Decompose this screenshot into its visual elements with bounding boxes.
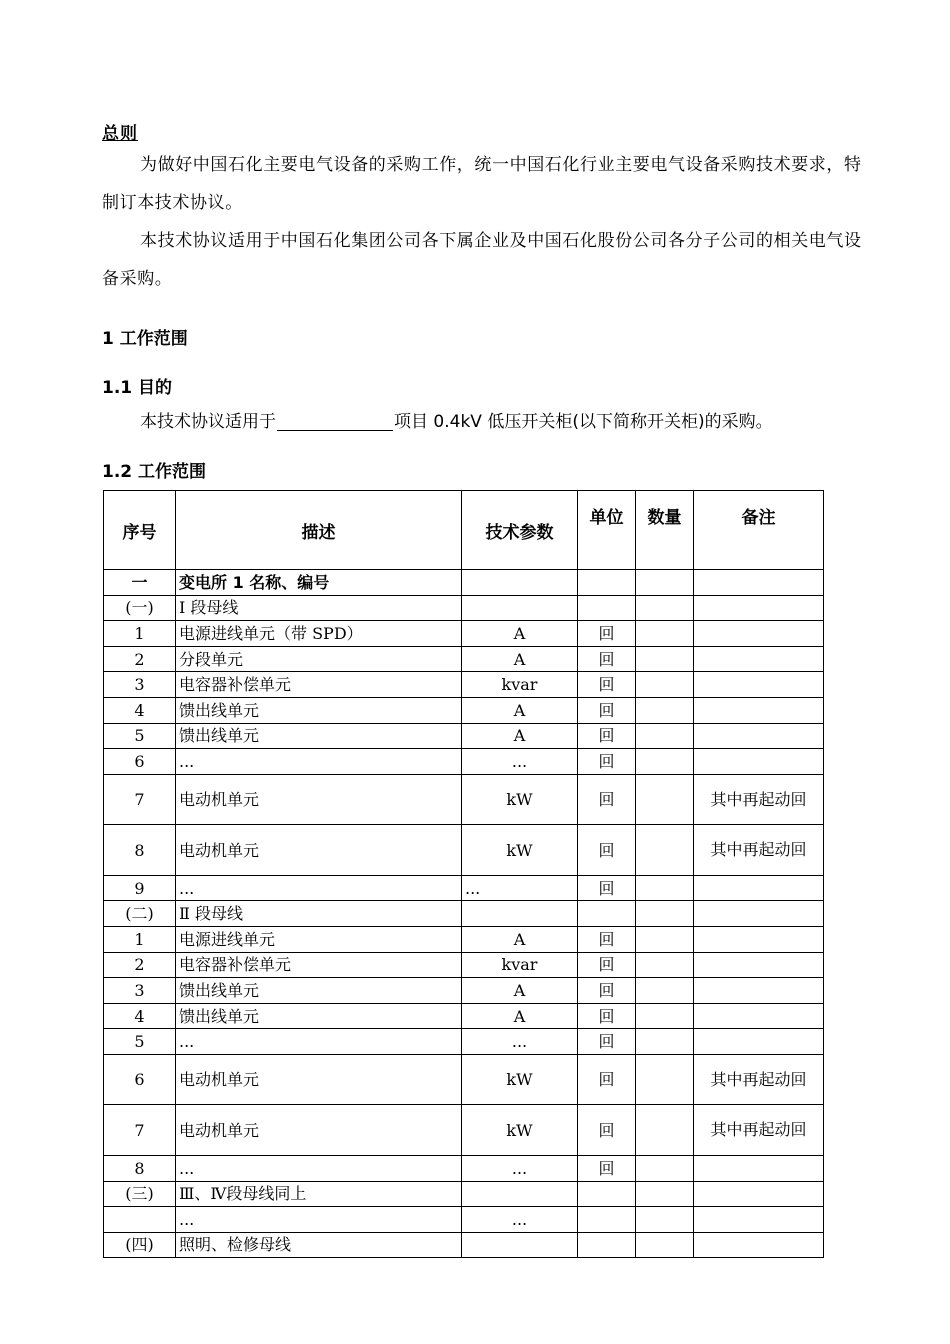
project-name-blank[interactable]: [277, 413, 393, 431]
cell-tech-param: ...: [462, 1029, 578, 1055]
table-header-row: [104, 491, 824, 570]
cell-tech-param: [462, 1181, 578, 1207]
cell-unit: [578, 1207, 636, 1233]
cell-tech-param: [462, 570, 578, 596]
cell-unit: 回: [578, 825, 636, 876]
cell-description: 电源进线单元: [176, 926, 462, 952]
purpose-sentence: [140, 407, 773, 432]
cell-description: ...: [176, 749, 462, 775]
cell-remark: [694, 926, 824, 952]
table-row: [104, 774, 824, 825]
table-row: [104, 621, 824, 647]
purpose-text-after: 项目 0.4kV 低压开关柜(以下简称开关柜)的采购。: [394, 412, 773, 432]
cell-quantity: [636, 1105, 694, 1156]
cell-no: 5: [104, 723, 176, 749]
table-row: [104, 952, 824, 978]
cell-description: 照明、检修母线: [176, 1232, 462, 1258]
cell-remark: [694, 595, 824, 621]
cell-unit: 回: [578, 1105, 636, 1156]
cell-description: Ⅲ、Ⅳ段母线同上: [176, 1181, 462, 1207]
cell-remark: [694, 570, 824, 596]
cell-unit: [578, 1232, 636, 1258]
cell-description: 电动机单元: [176, 1105, 462, 1156]
cell-quantity: [636, 1155, 694, 1181]
table-row: [104, 1232, 824, 1258]
cell-description: ...: [176, 1155, 462, 1181]
cell-quantity: [636, 1181, 694, 1207]
cell-description: 电容器补偿单元: [176, 952, 462, 978]
cell-unit: 回: [578, 952, 636, 978]
cell-unit: 回: [578, 697, 636, 723]
cell-quantity: [636, 1232, 694, 1258]
cell-quantity: [636, 926, 694, 952]
cell-tech-param: kvar: [462, 952, 578, 978]
section-1-1-heading: 1.1 目的: [102, 378, 173, 398]
table-row: [104, 1105, 824, 1156]
table-row: [104, 978, 824, 1004]
cell-no: 2: [104, 952, 176, 978]
cell-tech-param: A: [462, 621, 578, 647]
cell-no: 7: [104, 1105, 176, 1156]
cell-description: 电源进线单元（带 SPD）: [176, 621, 462, 647]
cell-remark: [694, 978, 824, 1004]
cell-no: 6: [104, 1054, 176, 1105]
cell-no: 1: [104, 926, 176, 952]
table-row: [104, 901, 824, 927]
cell-description: 分段单元: [176, 646, 462, 672]
cell-quantity: [636, 1029, 694, 1055]
cell-tech-param: kW: [462, 1105, 578, 1156]
cell-description: 电动机单元: [176, 1054, 462, 1105]
table-row: [104, 1003, 824, 1029]
cell-no: 8: [104, 825, 176, 876]
cell-tech-param: kW: [462, 1054, 578, 1105]
table-row: [104, 875, 824, 901]
cell-unit: [578, 570, 636, 596]
cell-tech-param: kvar: [462, 672, 578, 698]
cell-quantity: [636, 978, 694, 1004]
cell-tech-param: A: [462, 646, 578, 672]
cell-remark: 其中再起动回: [694, 825, 824, 876]
cell-unit: 回: [578, 672, 636, 698]
cell-no: 3: [104, 672, 176, 698]
cell-tech-param: ...: [462, 749, 578, 775]
cell-description: ...: [176, 875, 462, 901]
cell-remark: 其中再起动回: [694, 774, 824, 825]
cell-remark: [694, 1029, 824, 1055]
cell-tech-param: [462, 1232, 578, 1258]
header-no: 序号: [104, 491, 176, 570]
table-row: [104, 825, 824, 876]
table-row: [104, 926, 824, 952]
table-row: [104, 1054, 824, 1105]
cell-description: ...: [176, 1029, 462, 1055]
general-title: 总则: [102, 124, 138, 144]
table-row: [104, 1029, 824, 1055]
cell-remark: [694, 875, 824, 901]
cell-unit: 回: [578, 1054, 636, 1105]
header-description: 描述: [176, 491, 462, 570]
cell-no: 3: [104, 978, 176, 1004]
purpose-text-before: 本技术协议适用于: [140, 412, 276, 432]
cell-remark: [694, 1232, 824, 1258]
cell-remark: [694, 1003, 824, 1029]
cell-description: 变电所 1 名称、编号: [176, 570, 462, 596]
cell-unit: 回: [578, 1003, 636, 1029]
cell-quantity: [636, 749, 694, 775]
header-unit: 单位: [578, 491, 636, 570]
cell-tech-param: A: [462, 697, 578, 723]
cell-remark: [694, 749, 824, 775]
cell-no: 9: [104, 875, 176, 901]
cell-remark: 其中再起动回: [694, 1105, 824, 1156]
cell-remark: [694, 1155, 824, 1181]
cell-unit: 回: [578, 621, 636, 647]
cell-no: 8: [104, 1155, 176, 1181]
cell-quantity: [636, 1054, 694, 1105]
cell-no: (三): [104, 1181, 176, 1207]
cell-unit: [578, 901, 636, 927]
section-1-2-heading: 1.2 工作范围: [102, 462, 207, 482]
cell-unit: 回: [578, 875, 636, 901]
cell-quantity: [636, 901, 694, 927]
cell-unit: 回: [578, 978, 636, 1004]
cell-tech-param: ...: [462, 1155, 578, 1181]
header-tech-param: 技术参数: [462, 491, 578, 570]
cell-tech-param: ...: [462, 875, 578, 901]
cell-unit: 回: [578, 723, 636, 749]
cell-remark: [694, 723, 824, 749]
cell-remark: [694, 1181, 824, 1207]
cell-quantity: [636, 723, 694, 749]
table-row: [104, 672, 824, 698]
cell-no: (四): [104, 1232, 176, 1258]
table-row: [104, 1207, 824, 1233]
cell-remark: [694, 952, 824, 978]
cell-tech-param: ...: [462, 1207, 578, 1233]
cell-quantity: [636, 952, 694, 978]
cell-description: 电容器补偿单元: [176, 672, 462, 698]
cell-description: 电动机单元: [176, 774, 462, 825]
cell-remark: [694, 697, 824, 723]
cell-remark: [694, 646, 824, 672]
table-row: [104, 646, 824, 672]
cell-description: Ⅱ 段母线: [176, 901, 462, 927]
cell-tech-param: A: [462, 926, 578, 952]
header-remark: 备注: [694, 491, 824, 570]
cell-tech-param: kW: [462, 825, 578, 876]
cell-no: 5: [104, 1029, 176, 1055]
cell-unit: 回: [578, 646, 636, 672]
cell-unit: 回: [578, 1155, 636, 1181]
cell-remark: [694, 621, 824, 647]
cell-tech-param: A: [462, 1003, 578, 1029]
table-row: [104, 723, 824, 749]
cell-tech-param: kW: [462, 774, 578, 825]
cell-description: ...: [176, 1207, 462, 1233]
header-quantity: 数量: [636, 491, 694, 570]
scope-table: [103, 490, 824, 1258]
cell-unit: 回: [578, 774, 636, 825]
cell-no: (二): [104, 901, 176, 927]
section-1-heading: 1 工作范围: [102, 329, 188, 349]
cell-no: (一): [104, 595, 176, 621]
cell-tech-param: A: [462, 978, 578, 1004]
cell-unit: [578, 1181, 636, 1207]
cell-no: 一: [104, 570, 176, 596]
cell-quantity: [636, 672, 694, 698]
cell-no: 2: [104, 646, 176, 672]
cell-quantity: [636, 774, 694, 825]
cell-quantity: [636, 621, 694, 647]
cell-quantity: [636, 1003, 694, 1029]
cell-description: 电动机单元: [176, 825, 462, 876]
cell-tech-param: [462, 901, 578, 927]
table-row: [104, 595, 824, 621]
cell-no: [104, 1207, 176, 1233]
cell-no: 6: [104, 749, 176, 775]
table-row: [104, 1155, 824, 1181]
cell-quantity: [636, 825, 694, 876]
cell-quantity: [636, 570, 694, 596]
cell-description: 馈出线单元: [176, 723, 462, 749]
cell-description: 馈出线单元: [176, 1003, 462, 1029]
cell-quantity: [636, 875, 694, 901]
cell-no: 7: [104, 774, 176, 825]
table-row: [104, 749, 824, 775]
table-row: [104, 570, 824, 596]
cell-quantity: [636, 646, 694, 672]
cell-unit: [578, 595, 636, 621]
cell-no: 1: [104, 621, 176, 647]
table-row: [104, 1181, 824, 1207]
cell-description: Ⅰ 段母线: [176, 595, 462, 621]
cell-no: 4: [104, 697, 176, 723]
cell-unit: 回: [578, 926, 636, 952]
cell-description: 馈出线单元: [176, 978, 462, 1004]
general-paragraph-2: 本技术协议适用于中国石化集团公司各下属企业及中国石化股份公司各分子公司的相关电气设备采购。: [102, 231, 862, 289]
cell-quantity: [636, 595, 694, 621]
cell-unit: 回: [578, 749, 636, 775]
cell-quantity: [636, 1207, 694, 1233]
cell-remark: [694, 901, 824, 927]
table-row: [104, 697, 824, 723]
cell-unit: 回: [578, 1029, 636, 1055]
table-body: [104, 570, 824, 1258]
cell-description: 馈出线单元: [176, 697, 462, 723]
cell-tech-param: [462, 595, 578, 621]
cell-remark: [694, 1207, 824, 1233]
cell-no: 4: [104, 1003, 176, 1029]
cell-remark: 其中再起动回: [694, 1054, 824, 1105]
cell-quantity: [636, 697, 694, 723]
general-paragraph-1: 为做好中国石化主要电气设备的采购工作，统一中国石化行业主要电气设备采购技术要求，特制订本技术协议。: [102, 155, 862, 213]
cell-tech-param: A: [462, 723, 578, 749]
cell-remark: [694, 672, 824, 698]
